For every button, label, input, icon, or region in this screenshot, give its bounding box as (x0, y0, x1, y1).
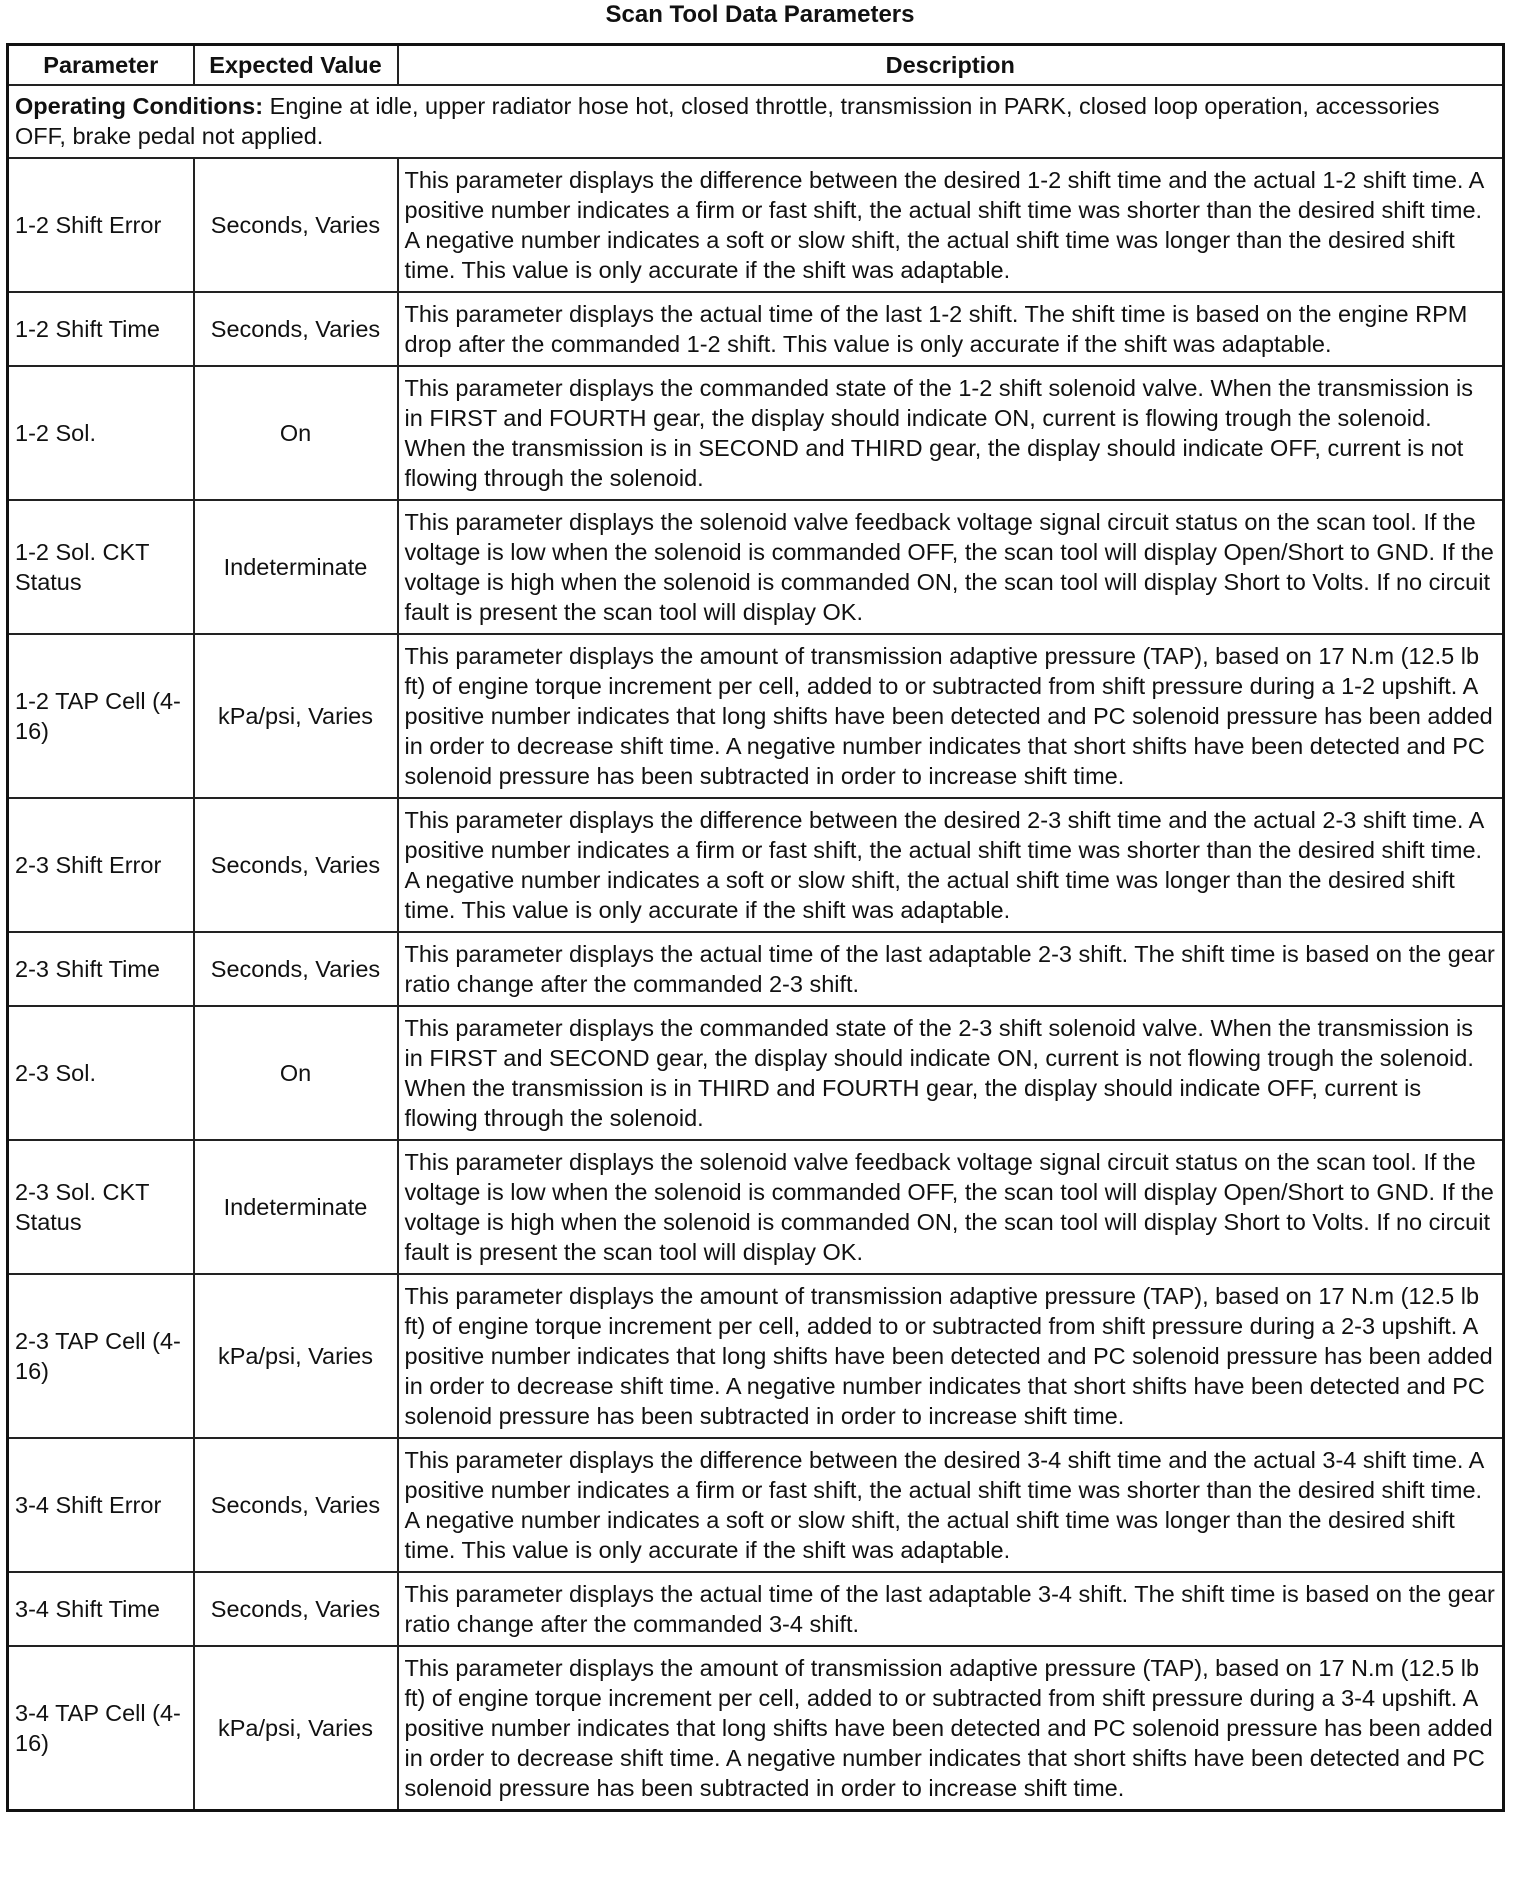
parameter-cell: 2-3 Sol. CKT Status (8, 1140, 194, 1274)
expected-value-cell: Seconds, Varies (194, 1438, 398, 1572)
header-expected-value: Expected Value (194, 45, 398, 86)
table-row (8, 158, 1504, 292)
parameter-cell: 2-3 Shift Error (8, 798, 194, 932)
table-row (8, 932, 1504, 1006)
description-cell: This parameter displays the amount of transmission adaptive pressure (TAP), based on 17 N.m (12.5 lb ft) of engine torque increment per cell, added to or subtracted from shift pressure during a 2-3 upshift. A positive number indicates that long shifts have been detected and PC solenoid pressure has been added in order to decrease shift time. A negative number indicates that short shifts have been detected and PC solenoid pressure has been subtracted in order to increase shift time. (398, 1274, 1504, 1438)
table-row (8, 1274, 1504, 1438)
table-row (8, 798, 1504, 932)
expected-value-cell: Indeterminate (194, 500, 398, 634)
description-cell: This parameter displays the difference between the desired 1-2 shift time and the actual 1-2 shift time. A positive number indicates a firm or fast shift, the actual shift time was shorter than the desired shift time. A negative number indicates a soft or slow shift, the actual shift time was longer than the desired shift time. This value is only accurate if the shift was adaptable. (398, 158, 1504, 292)
operating-conditions-row (8, 85, 1504, 158)
description-cell: This parameter displays the commanded state of the 1-2 shift solenoid valve. When the transmission is in FIRST and FOURTH gear, the display should indicate ON, current is flowing trough the solenoid. When the transmission is in SECOND and THIRD gear, the display should indicate OFF, current is not flowing through the solenoid. (398, 366, 1504, 500)
expected-value-cell: On (194, 1006, 398, 1140)
description-cell: This parameter displays the amount of transmission adaptive pressure (TAP), based on 17 N.m (12.5 lb ft) of engine torque increment per cell, added to or subtracted from shift pressure during a 3-4 upshift. A positive number indicates that long shifts have been detected and PC solenoid pressure has been added in order to decrease shift time. A negative number indicates that short shifts have been detected and PC solenoid pressure has been subtracted in order to increase shift time. (398, 1646, 1504, 1811)
table-row (8, 1438, 1504, 1572)
table-row (8, 1646, 1504, 1811)
parameter-cell: 3-4 TAP Cell (4-16) (8, 1646, 194, 1811)
description-cell: This parameter displays the actual time of the last adaptable 3-4 shift. The shift time is based on the gear ratio change after the commanded 3-4 shift. (398, 1572, 1504, 1646)
parameter-cell: 1-2 Shift Error (8, 158, 194, 292)
expected-value-cell: Seconds, Varies (194, 798, 398, 932)
expected-value-cell: Seconds, Varies (194, 1572, 398, 1646)
header-description: Description (398, 45, 1504, 86)
parameter-cell: 2-3 Sol. (8, 1006, 194, 1140)
description-cell: This parameter displays the actual time of the last adaptable 2-3 shift. The shift time is based on the gear ratio change after the commanded 2-3 shift. (398, 932, 1504, 1006)
table-row (8, 366, 1504, 500)
operating-conditions-cell (8, 85, 1504, 158)
parameter-cell: 2-3 TAP Cell (4-16) (8, 1274, 194, 1438)
header-row (8, 45, 1504, 86)
table-row (8, 292, 1504, 366)
table-row (8, 634, 1504, 798)
expected-value-cell: Seconds, Varies (194, 292, 398, 366)
expected-value-cell: kPa/psi, Varies (194, 1646, 398, 1811)
parameter-cell: 1-2 Sol. (8, 366, 194, 500)
parameter-cell: 3-4 Shift Time (8, 1572, 194, 1646)
table-row (8, 1006, 1504, 1140)
page-title: Scan Tool Data Parameters (605, 1, 915, 28)
scan-tool-data-table (6, 43, 1505, 1812)
description-cell: This parameter displays the difference between the desired 2-3 shift time and the actual 2-3 shift time. A positive number indicates a firm or fast shift, the actual shift time was shorter than the desired shift time. A negative number indicates a soft or slow shift, the actual shift time was longer than the desired shift time. This value is only accurate if the shift was adaptable. (398, 798, 1504, 932)
description-cell: This parameter displays the commanded state of the 2-3 shift solenoid valve. When the transmission is in FIRST and SECOND gear, the display should indicate ON, current is not flowing trough the solenoid. When the transmission is in THIRD and FOURTH gear, the display should indicate OFF, current is flowing through the solenoid. (398, 1006, 1504, 1140)
expected-value-cell: On (194, 366, 398, 500)
operating-conditions-label: Operating Conditions: (15, 93, 264, 119)
table-row (8, 500, 1504, 634)
operating-conditions-text: Engine at idle, upper radiator hose hot, closed throttle, transmission in PARK, closed loop operation, accessories OFF, brake pedal not applied. (15, 93, 1440, 149)
description-cell: This parameter displays the difference between the desired 3-4 shift time and the actual 3-4 shift time. A positive number indicates a firm or fast shift, the actual shift time was shorter than the desired shift time. A negative number indicates a soft or slow shift, the actual shift time was longer than the desired shift time. This value is only accurate if the shift was adaptable. (398, 1438, 1504, 1572)
table-body (8, 85, 1504, 1811)
parameter-cell: 2-3 Shift Time (8, 932, 194, 1006)
expected-value-cell: Indeterminate (194, 1140, 398, 1274)
parameter-cell: 1-2 Shift Time (8, 292, 194, 366)
parameter-cell: 1-2 TAP Cell (4-16) (8, 634, 194, 798)
description-cell: This parameter displays the solenoid valve feedback voltage signal circuit status on the scan tool. If the voltage is low when the solenoid is commanded OFF, the scan tool will display Open/Short to GND. If the voltage is high when the solenoid is commanded ON, the scan tool will display Short to Volts. If no circuit fault is present the scan tool will display OK. (398, 500, 1504, 634)
header-parameter: Parameter (8, 45, 194, 86)
description-cell: This parameter displays the solenoid valve feedback voltage signal circuit status on the scan tool. If the voltage is low when the solenoid is commanded OFF, the scan tool will display Open/Short to GND. If the voltage is high when the solenoid is commanded ON, the scan tool will display Short to Volts. If no circuit fault is present the scan tool will display OK. (398, 1140, 1504, 1274)
expected-value-cell: Seconds, Varies (194, 932, 398, 1006)
description-cell: This parameter displays the amount of transmission adaptive pressure (TAP), based on 17 N.m (12.5 lb ft) of engine torque increment per cell, added to or subtracted from shift pressure during a 1-2 upshift. A positive number indicates that long shifts have been detected and PC solenoid pressure has been added in order to decrease shift time. A negative number indicates that short shifts have been detected and PC solenoid pressure has been subtracted in order to increase shift time. (398, 634, 1504, 798)
parameter-cell: 1-2 Sol. CKT Status (8, 500, 194, 634)
expected-value-cell: kPa/psi, Varies (194, 1274, 398, 1438)
expected-value-cell: Seconds, Varies (194, 158, 398, 292)
parameter-cell: 3-4 Shift Error (8, 1438, 194, 1572)
description-cell: This parameter displays the actual time of the last 1-2 shift. The shift time is based on the engine RPM drop after the commanded 1-2 shift. This value is only accurate if the shift was adaptable. (398, 292, 1504, 366)
expected-value-cell: kPa/psi, Varies (194, 634, 398, 798)
table-row (8, 1572, 1504, 1646)
table-row (8, 1140, 1504, 1274)
